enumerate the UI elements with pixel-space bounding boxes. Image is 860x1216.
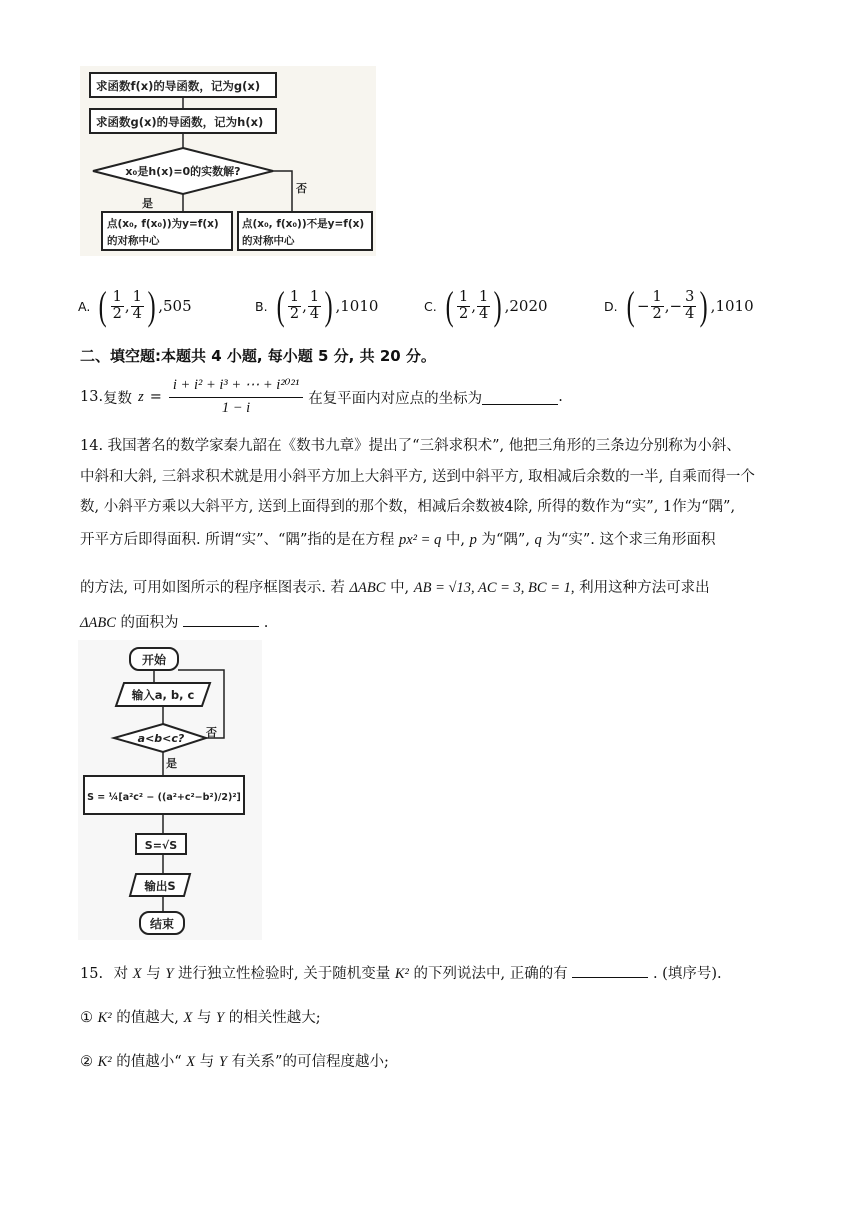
option-a-value: ,505 [158,297,192,315]
question-13 [80,374,563,420]
flowchart2-input-text: 输入a, b, c [131,688,195,702]
option-b-frac1: $\frac{1}{2}$ [289,288,300,322]
q13-prefix: 复数 [103,390,133,407]
flowchart2-yes-label: 是 [166,757,177,770]
q15-s1-a: 的值越大, [116,1010,179,1026]
flowchart2-formula-text: S = ¼[a²c² − ((a²+c²−b²)/2)²] [87,792,241,803]
option-b-frac2: $\frac{1}{4}$ [309,288,320,322]
flowchart-result-yes-line2: 的对称中心 [107,235,160,247]
open-paren-icon: ( [98,283,107,328]
flowchart-box-derivative-g-text: 求函数f(x)的导函数，记为g(x) [96,79,261,93]
flowchart-box-derivative-h-text: 求函数g(x)的导函数，记为h(x) [96,115,264,129]
q14-line4a: 开平方后即得面积. 所谓“实”、“隅”指的是在方程 [80,532,395,548]
flowchart2-output-text: 输出S [144,879,176,893]
q13-suffix: 在复平面内对应点的坐标为 [308,390,483,407]
q15-y: Y [165,966,174,982]
q14-equation: px² = q [398,532,442,548]
q15-text-b: 与 [146,966,161,982]
q15-s1-y: Y [216,1010,225,1026]
flowchart-result-yes-line1: 点(x₀, f(x₀))为y=f(x) [107,218,219,230]
q14-triangle: ΔABC [349,580,386,596]
q13-fraction [169,378,303,417]
option-d-sign2: − [669,297,683,315]
heron-flowchart [78,640,262,940]
q14-line6a: 的面积为 [120,615,179,631]
q15-s1-mark: ① [80,1010,93,1026]
q15-s2-y: Y [218,1054,227,1070]
open-paren-icon: ( [626,283,635,328]
q13-answer-blank[interactable] [482,390,558,405]
q13-numerator: i + i² + i³ + ⋯ + i²⁰²¹ [169,378,303,398]
close-paren-icon: ) [493,283,502,328]
option-d-frac1: $\frac{1}{2}$ [652,288,662,322]
q15-s2-c: 有关系”的可信程度越小; [231,1054,389,1070]
option-c-value: ,2020 [504,297,548,315]
derivative-flowchart [80,66,376,256]
q13-eq: = [149,389,162,405]
q15-statement-2 [80,1050,389,1071]
flowchart-yes-label: 是 [142,197,153,210]
q13-number: 13. [80,389,104,405]
open-paren-icon: ( [445,283,454,328]
option-c-frac1: $\frac{1}{2}$ [459,288,469,322]
question-15 [80,962,722,983]
q13-denominator: 1 − i [221,399,251,416]
q15-text-a: 对 [113,966,129,982]
q14-line5c: 利用这种方法可求出 [579,580,710,596]
q14-line4 [80,528,715,549]
q15-s1-b: 与 [196,1010,212,1026]
flowchart2-sqrt-text: S=√S [144,839,178,852]
q13-end: . [558,389,563,405]
option-a-frac1: $\frac{1}{2}$ [112,288,122,322]
flowchart2-end-text: 结束 [149,917,175,931]
q14-line1: 14. 我国著名的数学家秦九韶在《数书九章》提出了“三斜求积术”, 他把三角形的三条边分别称为小斜、 [80,438,741,454]
q15-statement-1 [80,1006,321,1027]
q15-s2-b: 与 [199,1054,215,1070]
flowchart2-start-text: 开始 [141,653,167,667]
close-paren-icon: ) [147,283,156,328]
q14-triangle-2: ΔABC [80,615,116,631]
q15-k: K² [394,966,409,982]
q15-text-e: . (填序号). [652,966,722,982]
option-d-frac2: $\frac{3}{4}$ [685,288,695,322]
option-d[interactable]: D. ( − $\frac{1}{2}$ , − $\frac{3}{4}$ ) ,1010 [604,283,754,328]
q15-s1-k: K² [97,1010,112,1026]
option-d-value: ,1010 [710,297,754,315]
q14-end: . [263,615,269,631]
flowchart2-condition-text: a<b<c? [137,732,185,745]
q14-answer-blank[interactable] [183,613,259,627]
close-paren-icon: ) [324,283,333,328]
q15-answer-blank[interactable] [572,964,648,978]
flowchart-result-no-line1: 点(x₀, f(x₀))不是y=f(x) [242,218,365,230]
close-paren-icon: ) [700,283,709,328]
option-a-frac2: $\frac{1}{4}$ [132,288,142,322]
q15-s2-k: K² [97,1054,112,1070]
option-b-value: ,1010 [335,297,379,315]
q14-line6 [80,611,268,632]
q15-s2-a: 的值越小“ [116,1054,182,1070]
flowchart2-no-label: 否 [206,726,217,739]
q14-line5b: 中, [390,580,410,596]
flowchart-result-no-line2: 的对称中心 [242,235,295,247]
option-c-frac2: $\frac{1}{4}$ [479,288,489,322]
option-a-label: A. [78,298,91,314]
option-b[interactable]: B. ( $\frac{1}{2}$ , $\frac{1}{4}$ ) ,1010 [255,283,379,328]
q14-p: p [469,532,477,548]
q15-text-d: 的下列说法中, 正确的有 [413,966,568,982]
q14-line3: 数, 小斜平方乘以大斜平方, 送到上面得到的那个数，相减后余数被4除, 所得的数作为“实”, 1作为“隅”, [80,499,736,515]
option-d-label: D. [604,298,618,314]
q14-line2: 中斜和大斜, 三斜求积术就是用小斜平方加上大斜平方, 送到中斜平方, 取相减后余数的一半, 自乘而得一个 [80,469,755,485]
open-paren-icon: ( [276,283,285,328]
flowchart-no-label: 否 [296,182,307,195]
q14-line5 [80,576,710,597]
q14-q: q [534,532,542,548]
q13-var: z [138,388,144,405]
option-c[interactable]: C. ( $\frac{1}{2}$ , $\frac{1}{4}$ ) ,2020 [424,283,548,328]
q14-line4d: 为“实”. 这个求三角形面积 [546,532,716,548]
flowchart-decision-text: x₀是h(x)=0的实数解? [125,165,241,178]
q15-text-c: 进行独立性检验时, 关于随机变量 [178,966,391,982]
option-d-sign: − [636,297,650,315]
q14-line4c: 为“隅”, [481,532,530,548]
option-a[interactable]: A. ( $\frac{1}{2}$ , $\frac{1}{4}$ ) ,505 [78,283,192,328]
option-b-label: B. [255,298,268,314]
q15-s1-c: 的相关性越大; [228,1010,321,1026]
q15-s1-x: X [183,1010,193,1026]
q14-line4b: 中, [445,532,466,548]
q15-s2-mark: ② [80,1054,93,1070]
section-heading: 二、填空题:本题共 4 小题, 每小题 5 分, 共 20 分。 [80,347,436,365]
q14-line5a: 的方法, 可用如图所示的程序框图表示. 若 [80,580,345,596]
q14-sides: AB = √13, AC = 3, BC = 1, [413,580,575,596]
q15-number: 15. [80,966,104,982]
option-c-label: C. [424,298,437,314]
q15-s2-x: X [186,1054,196,1070]
q15-x: X [132,966,142,982]
